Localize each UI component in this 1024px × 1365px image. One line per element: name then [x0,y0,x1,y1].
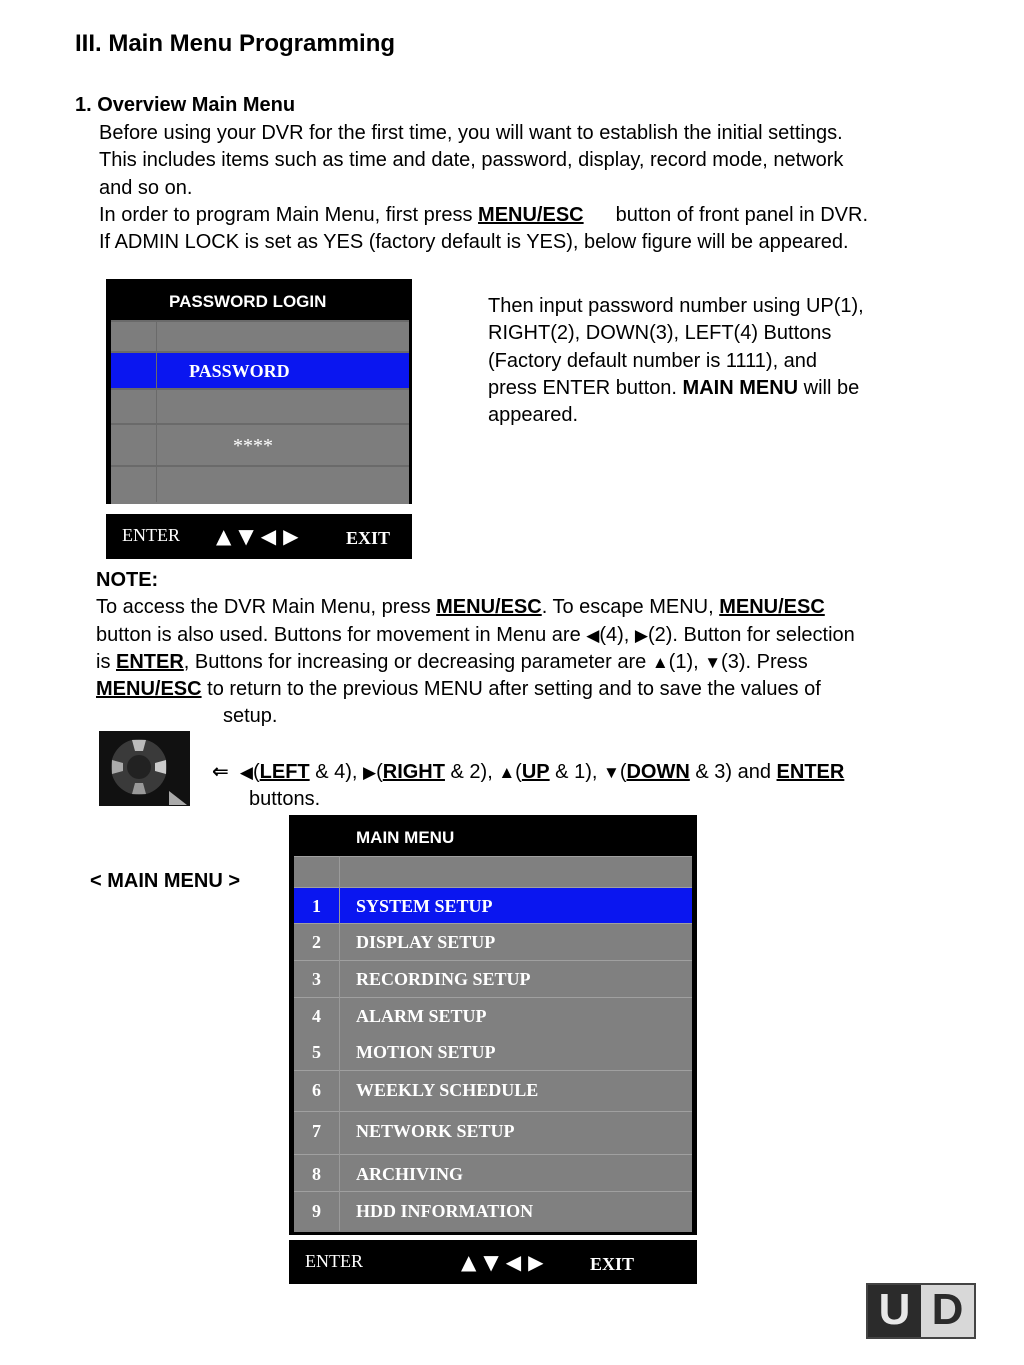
menu-item-number: 9 [312,1201,321,1221]
note-line: (Factory default number is 1111), and [488,349,818,372]
legend-line: buttons. [249,788,321,811]
menu-item-system-setup[interactable] [294,887,692,923]
legend-line: ⇐ ◀(LEFT & 4), ▶(RIGHT & 2), ▲(UP & 1), ▼(DOWN & 3) and ENTER [212,759,845,783]
menu-item-motion-setup[interactable] [294,1034,692,1070]
legend-text: & 1), [549,761,603,783]
main-menu-bold: MAIN MENU [682,376,799,399]
enter-button[interactable]: ENTER [305,1251,363,1271]
menu-item-number: 1 [312,896,321,916]
down-triangle-icon: ▼ [704,652,722,672]
menu-esc-key: MENU/ESC [96,678,202,701]
enter-button[interactable]: ENTER [122,525,180,545]
intro-line: This includes items such as time and date, password, display, record mode, network [99,149,844,172]
left-arrow-icon[interactable]: ◀ [260,524,284,548]
legend-text: & 3) and [689,761,777,783]
menu-item-label: MOTION SETUP [356,1042,496,1062]
down-arrow-icon[interactable]: ▼ [238,524,261,548]
menu-item-label: ALARM SETUP [356,1006,487,1026]
menu-item-number: 3 [312,969,321,989]
exit-button[interactable]: EXIT [346,528,391,548]
note-line [96,649,996,676]
menu-item-label: DISPLAY SETUP [356,932,496,952]
logo-letter: D [921,1285,974,1337]
left-key: LEFT [259,761,310,783]
left-triangle-icon: ◀ [586,625,600,645]
menu-item-number: 6 [312,1080,321,1100]
arrow-keys [461,1250,551,1274]
menu-item-label: SYSTEM SETUP [356,896,493,916]
page-title: III. Main Menu Programming [75,30,396,57]
main-menu-list [294,856,692,1231]
menu-item-recording-setup[interactable] [294,960,692,997]
note-text: press ENTER button. [488,376,683,399]
note-line: RIGHT(2), DOWN(3), LEFT(4) Buttons [488,322,832,345]
up-triangle-icon: ▲ [498,763,516,782]
logo-letter: U [868,1285,921,1337]
menu-item-network-setup[interactable] [294,1111,692,1154]
menu-item-display-setup[interactable] [294,923,692,960]
intro-line: If ADMIN LOCK is set as YES (factory default is YES), below figure will be appeared. [99,231,849,254]
legend-text: & 4), [309,761,363,783]
note-line: appeared. [488,404,579,427]
ud-logo [866,1283,976,1339]
dpad-icon [99,731,190,806]
intro-line [99,202,999,229]
up-arrow-icon[interactable]: ▲ [216,524,239,548]
menu-item-number: 4 [312,1006,321,1026]
menu-esc-key: MENU/ESC [478,203,584,226]
left-arrow-icon: ⇐ [212,759,229,783]
password-note [488,293,958,429]
note-text: button is also used. Buttons for movement in Menu are [96,623,587,646]
menu-item-number: 5 [312,1042,321,1062]
left-arrow-icon[interactable]: ◀ [505,1250,529,1274]
menu-item-number: 2 [312,932,321,952]
note-text: (3). Press [721,650,808,673]
main-menu-title: MAIN MENU [356,828,455,847]
note-line: setup. [223,705,278,728]
password-mask: **** [233,435,273,457]
right-arrow-icon[interactable]: ▶ [283,524,306,548]
note-text: . To escape MENU, [541,596,720,619]
legend-text: & 2), [444,761,499,783]
main-menu-screen [289,815,697,1235]
intro-text: In order to program Main Menu, first press [99,203,479,226]
note-line [96,594,996,621]
up-arrow-icon[interactable]: ▲ [461,1250,484,1274]
password-grid [111,320,409,502]
note-section [96,567,996,731]
intro-line: Before using your DVR for the first time, you will want to establish the initial settings. [99,122,843,144]
grid-divider [156,320,157,502]
menu-item-number: 7 [312,1121,321,1141]
note-line: Then input password number using UP(1), [488,295,864,317]
menu-esc-key: MENU/ESC [719,596,825,619]
buttons-legend [212,758,992,814]
note-title: NOTE: [96,569,159,591]
right-triangle-icon: ▶ [634,625,648,645]
main-menu-caption: < MAIN MENU > [90,870,241,892]
menu-item-alarm-motion-group [294,997,692,1070]
direction-pad-image [99,731,190,806]
up-key: UP [521,761,550,783]
down-triangle-icon: ▼ [602,763,620,782]
menu-item-alarm-setup[interactable] [294,998,692,1034]
menu-item-label: WEEKLY SCHEDULE [356,1080,539,1100]
down-key: DOWN [626,761,690,783]
intro-line: and so on. [99,176,193,199]
intro-text: button of front panel in DVR. [615,203,868,226]
note-text: (4), [599,623,635,646]
menu-item-weekly-schedule[interactable] [294,1070,692,1111]
note-text: (2). Button for selection [647,623,855,646]
note-line [96,622,996,649]
note-text: (1), [668,650,705,673]
note-text: To access the DVR Main Menu, press [96,596,437,619]
right-arrow-icon[interactable]: ▶ [528,1250,551,1274]
menu-item-label: RECORDING SETUP [356,969,531,989]
section-heading: 1. Overview Main Menu [75,94,296,116]
enter-key: ENTER [776,761,845,783]
password-login-title: PASSWORD LOGIN [169,292,327,311]
enter-key: ENTER [116,650,184,673]
right-key: RIGHT [382,761,445,783]
menu-item-label: NETWORK SETUP [356,1121,515,1141]
menu-spacer-row [294,856,692,887]
right-triangle-icon: ▶ [363,763,377,782]
note-text: is [96,650,116,673]
note-line [488,375,958,402]
left-triangle-icon: ◀ [239,763,253,782]
note-line [96,676,996,703]
arrow-keys [216,524,306,548]
menu-esc-key: MENU/ESC [436,596,542,619]
menu-item-number: 8 [312,1164,321,1184]
password-login-screen [106,279,412,504]
menu-item-hdd-information[interactable] [294,1191,692,1232]
menu-item-archiving[interactable] [294,1154,692,1191]
menu-item-label: HDD INFORMATION [356,1201,534,1221]
password-nav-bar [106,514,412,559]
exit-button[interactable]: EXIT [590,1254,635,1274]
password-field-label: PASSWORD [189,361,290,381]
grid-divider [339,856,340,1231]
up-triangle-icon: ▲ [651,652,669,672]
down-arrow-icon[interactable]: ▼ [483,1250,506,1274]
main-menu-nav-bar [289,1240,697,1284]
note-text: , Buttons for increasing or decreasing parameter are [183,650,652,673]
intro-paragraph [99,120,999,256]
note-text: to return to the previous MENU after setting and to save the values of [201,678,821,701]
note-text: will be [798,376,860,399]
menu-item-label: ARCHIVING [356,1164,464,1184]
